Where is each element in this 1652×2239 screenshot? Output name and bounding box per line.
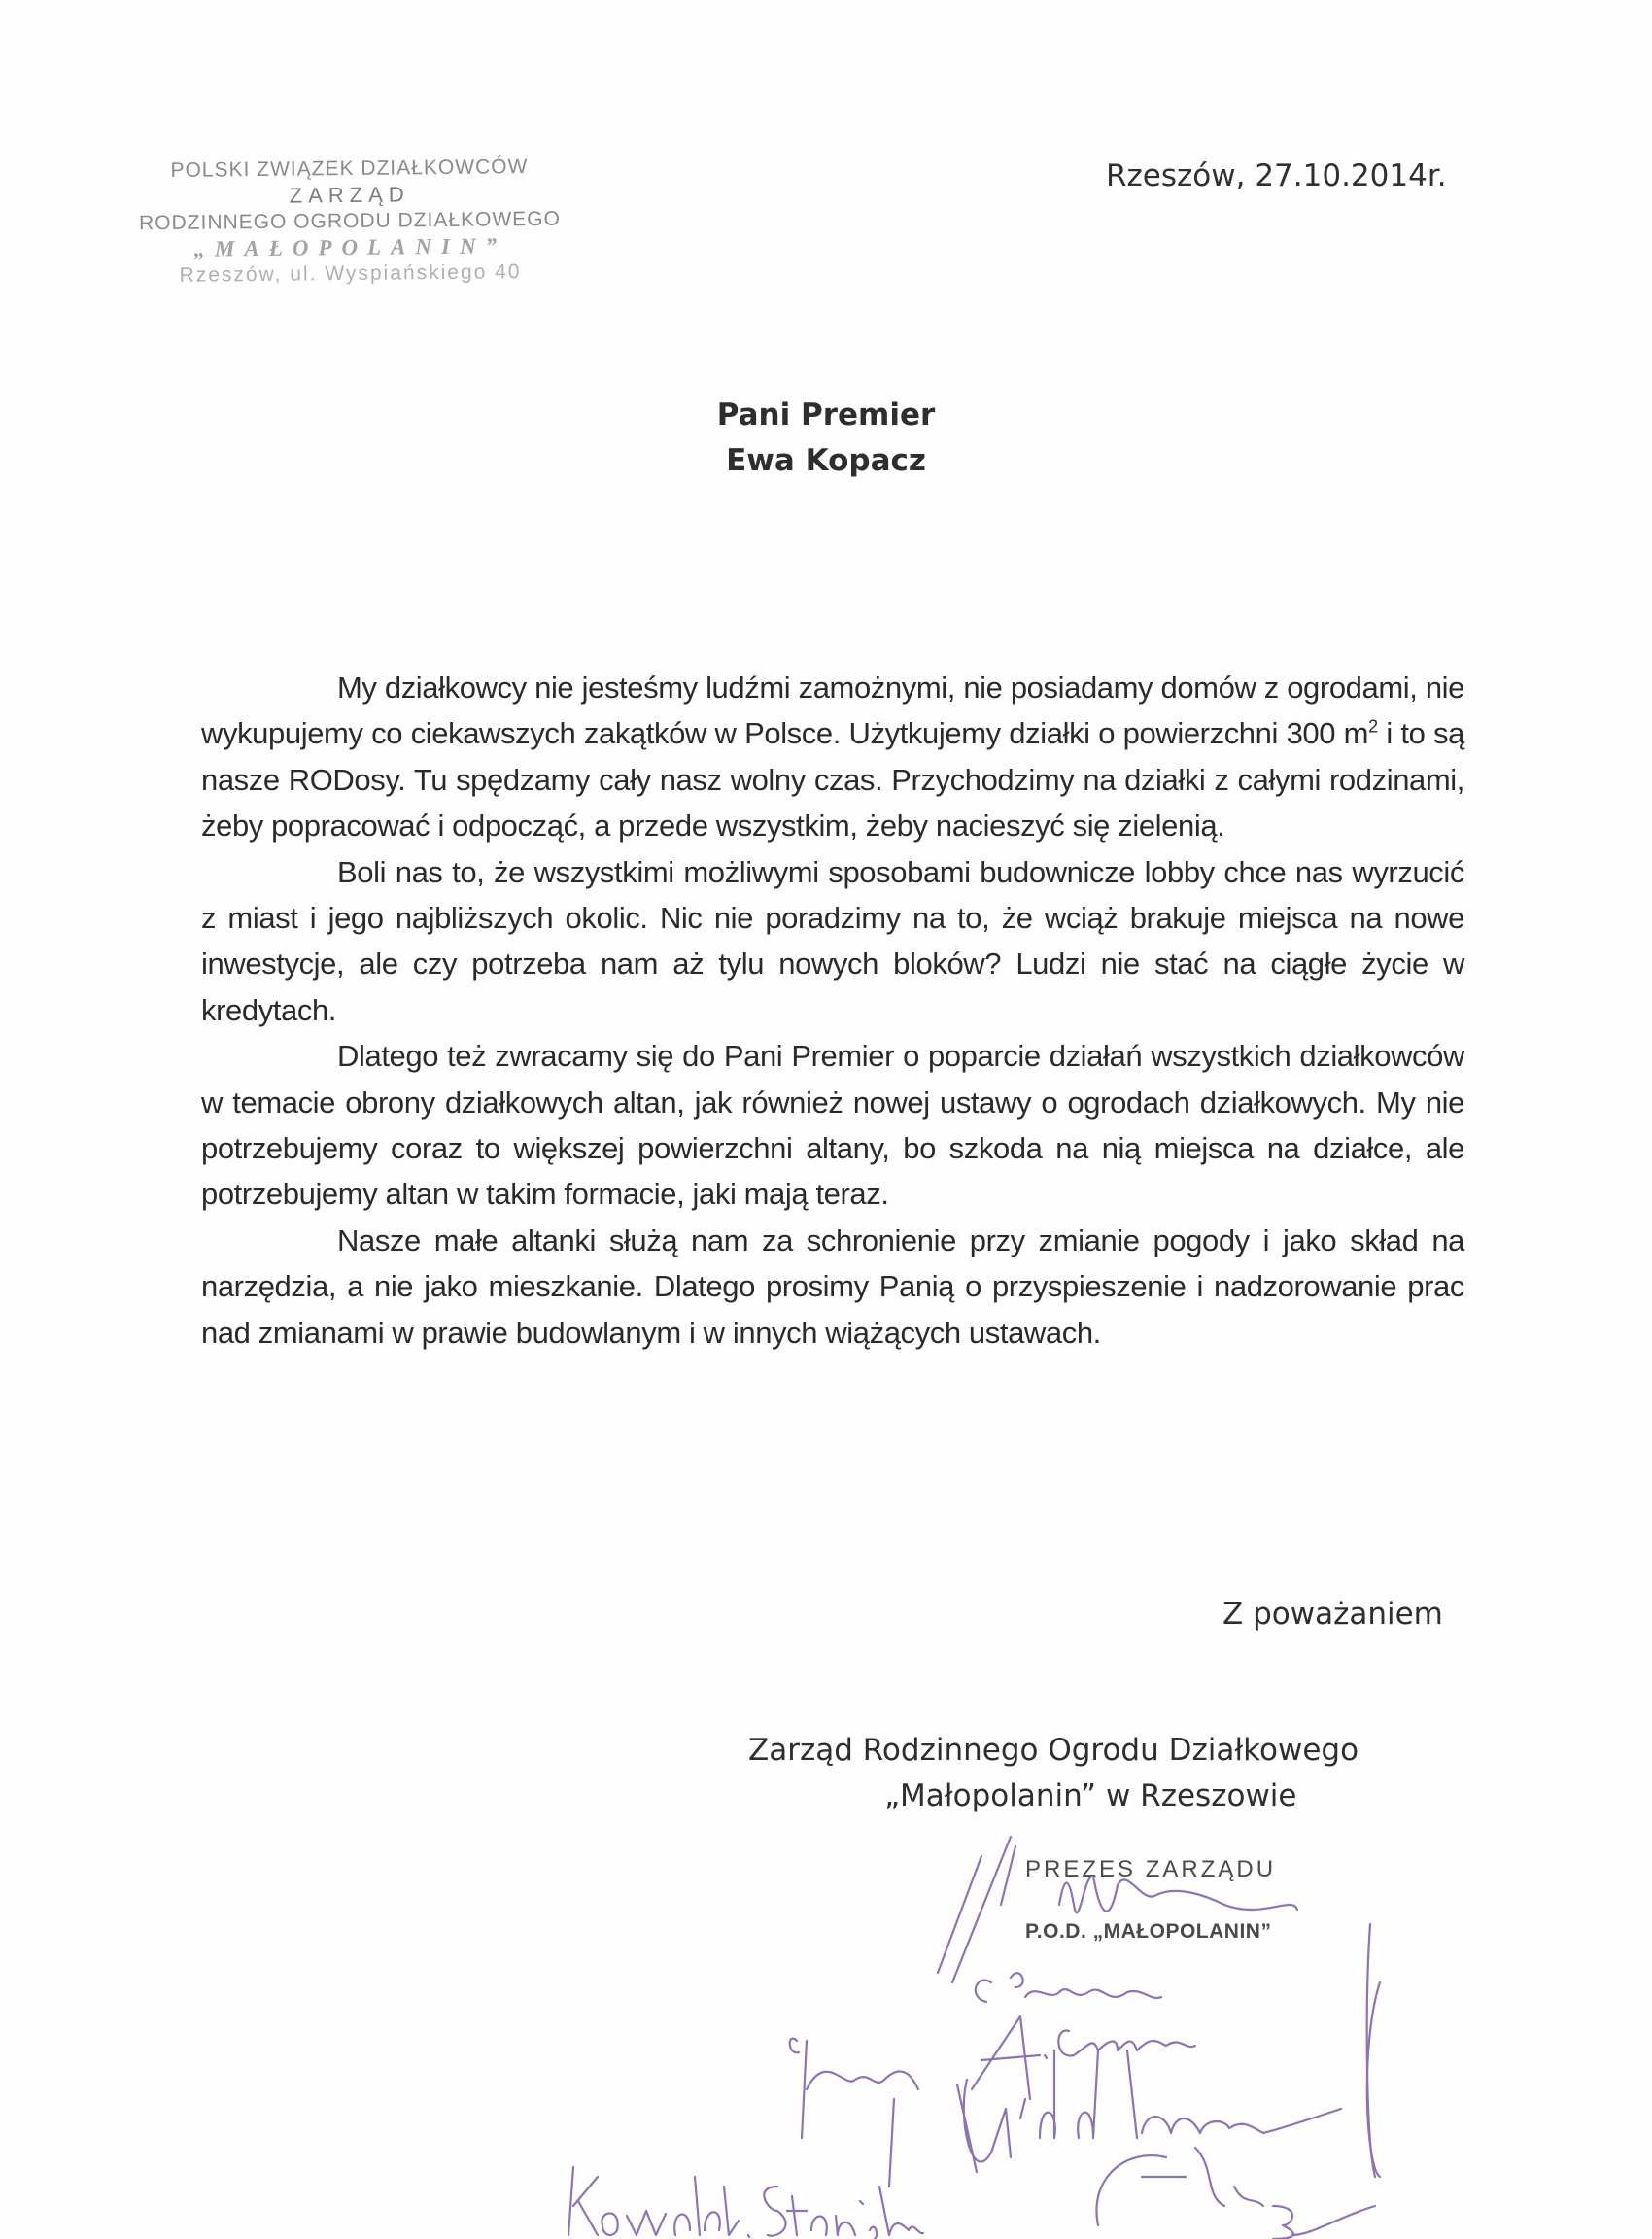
sender-org-line1: Zarząd Rodzinnego Ogrodu Działkowego [748, 1733, 1359, 1768]
closing-salutation: Z poważaniem [1222, 1597, 1443, 1632]
superscript: 2 [1368, 717, 1378, 738]
signature-vertical-stroke [1367, 1924, 1375, 2177]
signature-scribble-lower [1096, 2148, 1292, 2239]
sender-org-line2: „Małopolanin” w Rzeszowie [884, 1778, 1297, 1813]
addressee [0, 393, 1652, 484]
addressee-name: Ewa Kopacz [726, 443, 926, 478]
addressee-title: Pani Premier [716, 397, 936, 432]
stamp-line-garden-name: „MAŁOPOLANIN” [193, 233, 507, 261]
signature-kowalski [568, 2167, 923, 2239]
signature-cezolan [976, 1973, 1161, 2002]
body-paragraph: Boli nas to, że wszystkimi możliwymi sposobami budownicze lobby chce nas wyrzucić z miast i jego najbliższych okolic. Nic nie poradzimy na to, że wciąż brakuje miejsca na nowe inwestycje, ale czy potrzeba nam aż tylu nowych bloków? Ludzi nie stać na ciągłe życie w kredytach. [201, 854, 1464, 1027]
place-date: Rzeszów, 27.10.2014r. [1106, 158, 1447, 193]
paragraph-text: My działkowcy nie jesteśmy ludźmi zamożnymi, nie posiadamy domów z ogrodami, nie wykupujemy co ciekawszych zakątków w Polsce. Użytkujemy działki o powierzchni 300 m [201, 671, 1464, 751]
signature-president [938, 1837, 1015, 1982]
president-stamp [1025, 1856, 1276, 1944]
letter-body [201, 665, 1464, 1356]
signature-witold [790, 2039, 1098, 2187]
president-stamp-title: PREZES ZARZĄDU [1025, 1856, 1277, 1882]
body-paragraph: Nasze małe altanki służą nam za schronienie przy zmianie pogody i jako skład na narzędzia, a nie jako mieszkanie. Dlatego prosimy Panią o przyspieszenie i nadzorowanie prac nad zmianami w prawie budowlanym i w innych wiążących ustawach. [201, 1223, 1464, 1350]
sender-organisation [748, 1728, 1370, 1819]
stamp-line-address: Rzeszów, ul. Wyspiańskiego 40 [179, 260, 522, 287]
signature-illegible-right [1127, 1982, 1380, 2235]
body-paragraph: Dlatego też zwracamy się do Pani Premier o poparcie działań wszystkich działkowców w temacie obrony działkowych altan, jak również nowej ustawy o ogrodach działkowych. My nie potrzebujemy coraz to większej powierzchni altany, bo szkoda na nią miejsca na działce, ale potrzebujemy altan w takim formacie, jaki mają teraz. [201, 1039, 1464, 1212]
president-stamp-org: P.O.D. „MAŁOPOLANIN” [1025, 1920, 1272, 1943]
organisation-stamp [125, 154, 573, 290]
paragraph-text: i to są nasze RODosy. Tu spędzamy cały nasz wolny czas. Przychodzimy na działki z całymi rodzinami, żeby popracować i odpocząć, a przede wszystkim, żeby nacieszyć się zielenią. [201, 716, 1464, 844]
stamp-line-board: ZARZĄD [289, 182, 410, 208]
body-paragraph [201, 665, 1464, 849]
stamp-line-garden: RODZINNEGO OGRODU DZIAŁKOWEGO [138, 207, 562, 235]
signature-cesula [972, 2016, 1195, 2099]
stamp-line-union: POLSKI ZWIĄZEK DZIAŁKOWCÓW [170, 155, 529, 182]
